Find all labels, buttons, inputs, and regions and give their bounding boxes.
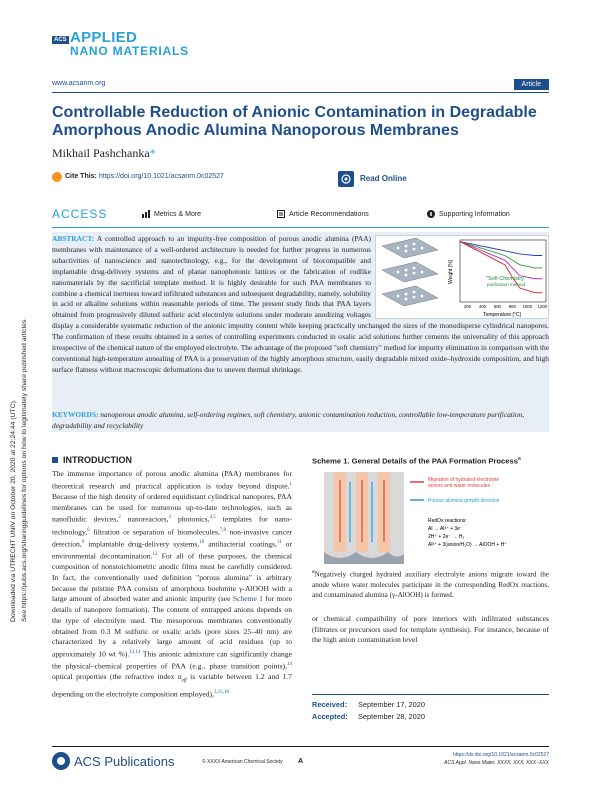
introduction-heading [52, 455, 132, 465]
acs-badge: ACS [54, 37, 67, 43]
article-dates [312, 699, 549, 723]
journal-topline [52, 79, 549, 91]
recommendations-icon [277, 210, 285, 218]
article-type-badge: Article [514, 79, 549, 90]
article-title: Controllable Reduction of Anionic Contamination in Degradable Amorphous Anodic Alumina Nanoporous Membranes [52, 104, 537, 139]
reference-link[interactable]: 4,5 [209, 515, 216, 521]
accepted-date: September 28, 2020 [358, 712, 425, 721]
legend-migration-line2: anions and water molecules [428, 483, 490, 489]
reference-link[interactable]: 9 [81, 539, 85, 545]
journal-name-line2: NANO MATERIALS [70, 44, 189, 58]
corresponding-author-mark: * [149, 146, 156, 160]
keywords-heading: KEYWORDS: [52, 410, 99, 419]
chart-x-tick-label: 1200 [537, 304, 547, 309]
download-notice-line2[interactable]: See https://pubs.acs.org/sharingguidelines for options on how to legitimately share published articles. [21, 317, 28, 622]
chart-xlabel: Temperature [°C] [483, 312, 521, 318]
keywords-list: nanoporous anodic alumina, self-ordering regimes, soft chemistry, anionic contamination reduction, controllable low-temperature purification, degradability and recyclability [52, 410, 525, 430]
abstract-figure-spacer [371, 234, 549, 320]
cite-label: Cite This: [65, 173, 97, 180]
legend-growth: Porous alumina growth direction [428, 498, 500, 504]
reference-link[interactable]: 3,15,16 [213, 689, 229, 695]
recommendations-link[interactable]: Article Recommendations [289, 211, 369, 218]
reference-link[interactable]: 10 [199, 539, 205, 545]
scheme-figure [324, 472, 546, 564]
abstract-body: A controlled approach to an impurity-free composition of porous anodic alumina (PAA) membranes with maintenance of a well-ordered architecture is needed for further progress in numerous subactivities of nanoscience and nanotechnology, e.g., for the development of biocompatible and implantable drug-delivery systems and of planar nanophotonic lattices or the fabrication of rodlike nanomaterials by the sacrificial template method. It is highly desirable for such PAA membranes to combine a chemical inertness toward infiltrated substances and subsequent degradability, namely, solubility in acid or alkaline solutions within reasonable periods of time. The present study finds that PAA layers obtained from progressively diluted sulfuric acid electrolyte solutions under moderate anodizing voltages display a considerable systematic reduction of the anionic impurity content while keeping practically unchanged the sizes of the monodisperse cylindrical nanopores. The confirmation of these results obtained in a series of controlling experiments conducted in oxalic acid solutions further cements the universality of this approach irrespective of the chemical nature of the employed electrolyte. The advantage of the proposed "soft chemistry" method for impurity elimination in comparison with the conventional high-temperature annealing of PAA is a preservation of the highly amorphous structure, easily degradable mixed oxide–hydroxide composition, and high surface flatness without macroscopic deformations due to uneven thermal shrinkage. [52, 234, 549, 374]
reference-link[interactable]: 6 [87, 527, 90, 533]
journal-url[interactable]: www.acsanm.org [52, 80, 106, 87]
section-square-icon [52, 457, 58, 463]
page-footer [52, 749, 549, 779]
cite-bar [52, 169, 549, 191]
journal-logo [52, 27, 212, 63]
redox-1: Al → Al³⁺ + 3e⁻ [428, 526, 463, 532]
right-column-text: or chemical compatibility of pore interiors with infiltrated substances (filtrates or precursors used for template synthesis). For instance, because of the high anion contamination level [312, 614, 549, 645]
header-rule [52, 92, 549, 93]
redox-title: RedOx reactions: [428, 518, 467, 524]
received-date: September 17, 2020 [358, 700, 425, 709]
access-bar [52, 207, 549, 223]
read-online-icon [338, 171, 354, 187]
supporting-info-icon [427, 210, 435, 218]
reference-link[interactable]: 14 [287, 662, 292, 668]
chart-x-tick-label: 800 [508, 304, 516, 309]
supporting-info-link[interactable]: Supporting Information [439, 211, 510, 218]
chart-x-tick-label: 200 [463, 304, 471, 309]
introduction-heading-label: INTRODUCTION [63, 455, 132, 465]
read-online-button[interactable] [338, 171, 418, 187]
chart-ylabel: Weight [%] [448, 259, 454, 285]
footer-doi-link[interactable]: https://dx.doi.org/10.1021/acsanm.0c02527 [453, 752, 549, 758]
legend-migration-line1: Migration of hydrated electrolyte [428, 477, 500, 483]
chart-x-tick-label: 400 [478, 304, 486, 309]
journal-name-line1: APPLIED [70, 29, 138, 46]
abstract-heading: ABSTRACT: [52, 234, 95, 243]
footer-journal-ref: ACS Appl. Nano Mater. XXXX, XXX, XXX−XXX [444, 760, 549, 766]
scheme-1-link[interactable]: Scheme 1 [232, 594, 263, 604]
metrics-icon [142, 210, 150, 218]
scheme-footnote: $^a$Negatively charged hydrated auxiliary electrolyte anions migrate toward the anode where water molecules participate in the corresponding RedOx reactions, and contaminated alumina (γ-AlOOH) is formed. [312, 569, 549, 600]
publisher-name[interactable]: ACS Publications [74, 754, 175, 769]
reference-link[interactable]: 12 [152, 552, 158, 558]
cite-icon [52, 172, 62, 182]
chart-x-tick-label: 1000 [522, 304, 532, 309]
metrics-link[interactable]: Metrics & More [154, 211, 202, 218]
reference-link[interactable]: 11 [276, 539, 282, 545]
scheme-title: Scheme 1. General Details of the PAA Formation Process$^a$ [312, 456, 521, 466]
pore-illustration [324, 472, 404, 564]
reference-link[interactable]: 3 [168, 515, 171, 521]
keywords [52, 410, 549, 432]
access-rule [52, 227, 549, 228]
reference-link[interactable]: 2 [118, 515, 121, 521]
download-notice-line1: Downloaded via UTRECHT UNIV on October 20, 2020 at 22:24:44 (UTC). [10, 399, 17, 622]
download-notice [8, 232, 38, 622]
redox-2: 2H⁺ + 2e⁻ → H₂ [428, 534, 465, 540]
author-line [52, 146, 156, 161]
chart-inset-label: "Soft Chemistry" [486, 276, 526, 282]
abstract-text [52, 234, 549, 376]
reference-link[interactable]: 7,8 [219, 527, 227, 533]
footer-rule [52, 746, 549, 747]
accepted-label: Accepted: [312, 712, 348, 721]
access-label: ACCESS [52, 207, 108, 221]
dates-rule [312, 694, 549, 695]
author-name[interactable]: Mikhail Pashchanka [52, 146, 150, 160]
reference-link[interactable]: 13,14 [129, 649, 141, 655]
cite-doi-link[interactable]: https://doi.org/10.1021/acsanm.0c02527 [99, 173, 224, 180]
chart-inset-sub: purification method [486, 282, 526, 287]
read-online-label: Read Online [360, 174, 407, 183]
reference-link[interactable]: 1 [289, 481, 292, 487]
acs-publications-logo-icon [52, 752, 70, 770]
copyright: © XXXX American Chemical Society [202, 759, 283, 765]
redox-3: Al³⁺ + 3(anion/H₂O) → AlOOH + H⁺ [428, 542, 507, 548]
page-number: A [298, 758, 304, 765]
chart-x-tick-label: 600 [493, 304, 501, 309]
received-label: Received: [312, 700, 347, 709]
introduction-text: The immense importance of porous anodic alumina (PAA) membranes for theoretical research and practical application is today beyond dispute.$^1$ Because of the high density of ordered equidistant cylindrical nanopores, PAA membranes can be used for numerous up-to-date technologies, such as nanofluidic devices,$^2$ nanoreactors,$^3$ photonics,$^{4,5}$ templates for nano-technology,$^6$ filtration or separation of biomolecules,$^{7,8}$ non-invasive cancer detection,$^9$ implantable drug-delivery systems,$^{10}$ antibacterial coatings,$^{11}$ or environmental decontamination.$^{12}$ For all of these purposes, the chemical composition of nonstoichiometric anodic films must be carefully considered. In fact, the conventionally used definition "porous alumina" is arbitrary because the pristine PAA consists of amorphous boehmite γ-AlOOH with a large amount of absorbed water and anionic impurity (see Scheme 1 for more details of nanopore formation). The content of entrapped anions depends on the type of electrolyte used. The mesoporous membranes conventionally obtained from 0.3 M sulfuric or oxalic acids (pore sizes 25–40 nm) are characterized by a relatively large amount of acid residues (up to approximately 10 wt %).$^{13,14}$ This anionic admixture can significantly change the physical–chemical properties of PAA (e.g., phase transition points),$^{14}$ optical properties (the refractive index $n_{eff}$ is variable between 1.2 and 1.7 depending on the electrolyte composition employed),$^{3,15,16}$ [52, 469, 293, 699]
